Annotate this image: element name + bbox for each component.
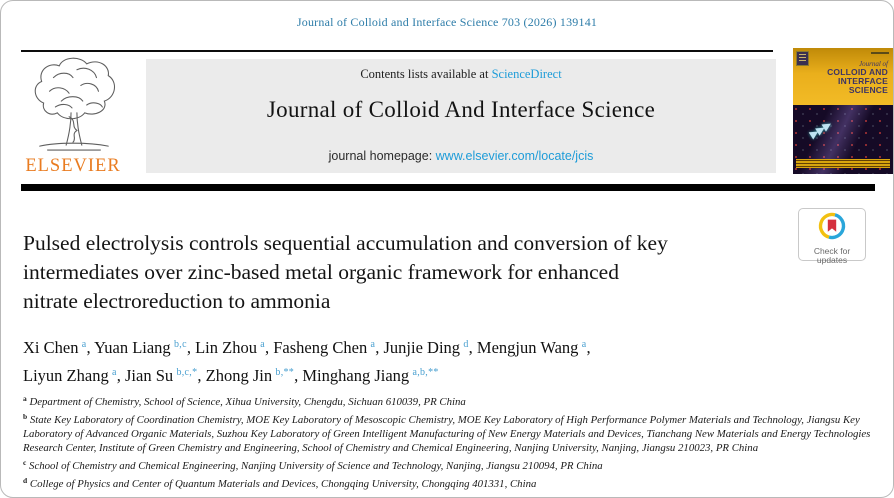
cover-title-line1: COLLOID AND — [827, 67, 888, 77]
cover-masthead — [827, 61, 888, 95]
affiliation-entry — [23, 474, 874, 492]
affiliation-entry — [23, 392, 874, 410]
affiliation-entry — [23, 456, 874, 474]
journal-cover-thumbnail[interactable] — [793, 48, 893, 174]
affiliation-label: d — [23, 475, 28, 485]
author-affiliation-superscript[interactable]: b,c,* — [176, 367, 198, 378]
header-top-rule — [21, 50, 773, 52]
cover-mini-logo — [797, 52, 808, 65]
cover-artwork — [793, 105, 893, 174]
affiliation-text: College of Physics and Center of Quantum Materials and Devices, Chongqing University, Chongqing 401331, China — [27, 477, 537, 490]
elsevier-wordmark: ELSEVIER — [25, 156, 121, 176]
journal-title: Journal of Colloid And Interface Science — [266, 97, 656, 122]
author-name: Jian Su $^{b,c,*}$ — [125, 366, 198, 385]
article-title — [23, 229, 783, 316]
author-affiliation-superscript[interactable]: d — [463, 339, 469, 350]
author-name: Junjie Ding $^d$ — [383, 338, 469, 357]
author-name: Xi Chen $^a$ — [23, 338, 87, 357]
homepage-line — [146, 149, 776, 163]
author-affiliation-superscript[interactable]: b,c — [173, 339, 187, 350]
author-name: Zhong Jin $^{b,**}$ — [205, 366, 295, 385]
contents-prefix: Contents lists available at — [360, 67, 492, 81]
affiliation-text: School of Chemistry and Chemical Engineering, Nanjing University of Science and Technology, Nanjing, Jiangsu 210094, PR China — [26, 459, 603, 472]
homepage-link[interactable]: www.elsevier.com/locate/jcis — [435, 149, 594, 163]
author-affiliation-superscript[interactable]: a,b,** — [412, 367, 439, 378]
cover-masthead-band — [793, 48, 893, 105]
elsevier-logo — [23, 56, 123, 177]
author-affiliation-superscript[interactable]: a — [370, 339, 376, 350]
author-affiliation-superscript[interactable]: b,** — [275, 367, 295, 378]
author-name: Minghang Jiang $^{a,b,**}$ — [302, 366, 439, 385]
badge-line2: updates — [816, 255, 848, 265]
journal-citation: Journal of Colloid and Interface Science 703 (2026) 139141 — [296, 15, 598, 29]
check-for-updates-label — [799, 247, 865, 265]
cover-title-line2: INTERFACE — [838, 76, 888, 86]
check-for-updates-badge[interactable] — [798, 208, 866, 265]
affiliation-label: c — [23, 457, 27, 467]
author-affiliation-superscript[interactable]: a — [260, 339, 265, 350]
sciencedirect-link[interactable]: ScienceDirect — [491, 67, 562, 81]
article-title-line: Pulsed electrolysis controls sequential accumulation and conversion of key — [23, 231, 668, 255]
affiliation-text: Department of Chemistry, School of Science, Xihua University, Chengdu, Sichuan 610039, PR China — [26, 396, 466, 408]
cover-chevrons-icon: ▶▶▶ — [807, 118, 834, 141]
article-title-line: nitrate electroreduction to ammonia — [23, 289, 331, 313]
contents-line — [146, 67, 776, 82]
author-list: Xi Chen $^a$, Yuan Liang $^{b,c}$, Lin Zhou $^a$, Fasheng Chen $^a$, Junjie Ding $^d$, Mengjun Wang $^a$, Liyun Zhang $^a$, Jian Su $^{b,c,*}$, Zhong Jin $^{b,**}$, Minghang Jiang $^{a,b,**}$ — [23, 338, 591, 385]
affiliation-label: a — [23, 394, 27, 403]
author-name: Yuan Liang $^{b,c}$ — [94, 338, 187, 357]
author-affiliation-superscript[interactable]: a — [112, 367, 117, 378]
author-name: Liyun Zhang $^a$ — [23, 366, 117, 385]
cover-caption-strip — [796, 159, 890, 168]
author-name: Lin Zhou $^a$ — [195, 338, 265, 357]
author-name: Mengjun Wang $^a$ — [476, 338, 587, 357]
article-title-line: intermediates over zinc-based metal organic framework for enhanced — [23, 260, 619, 284]
crossmark-icon — [817, 211, 847, 241]
author-affiliation-superscript[interactable]: a — [81, 339, 87, 350]
affiliation-text: State Key Laboratory of Coordination Chemistry, MOE Key Laboratory of Mesoscopic Chemistry, MOE Key Laboratory of High Performance Polymer Materials and Technology, Jiangsu Key Laboratory of Advanced Organic Materials, Suzhou Key Laboratory of Green Intelligent Manufacturing of New Energy Materials and Devices, Tianchang New Materials and Energy Technologies Research Center, Institute of Green Chemistry and Engineering, School of Chemistry and Chemical Engineering, Nanjing University, Nanjing, Jiangsu 210023, PR China — [23, 413, 871, 454]
cover-issn-mark — [871, 52, 889, 54]
affiliation-entry — [23, 410, 874, 456]
journal-banner — [146, 59, 776, 173]
elsevier-tree-icon — [26, 56, 120, 154]
cover-title-script: Journal of — [859, 60, 888, 68]
author-affiliation-superscript[interactable]: a — [581, 339, 587, 350]
badge-line1: Check for — [813, 246, 851, 256]
cover-title-line3: SCIENCE — [848, 85, 888, 95]
author-name: Fasheng Chen $^a$ — [273, 338, 376, 357]
homepage-prefix: journal homepage: — [328, 149, 436, 163]
affiliation-list — [23, 392, 874, 491]
article-header-rule — [21, 184, 875, 191]
affiliation-label: b — [23, 411, 28, 421]
